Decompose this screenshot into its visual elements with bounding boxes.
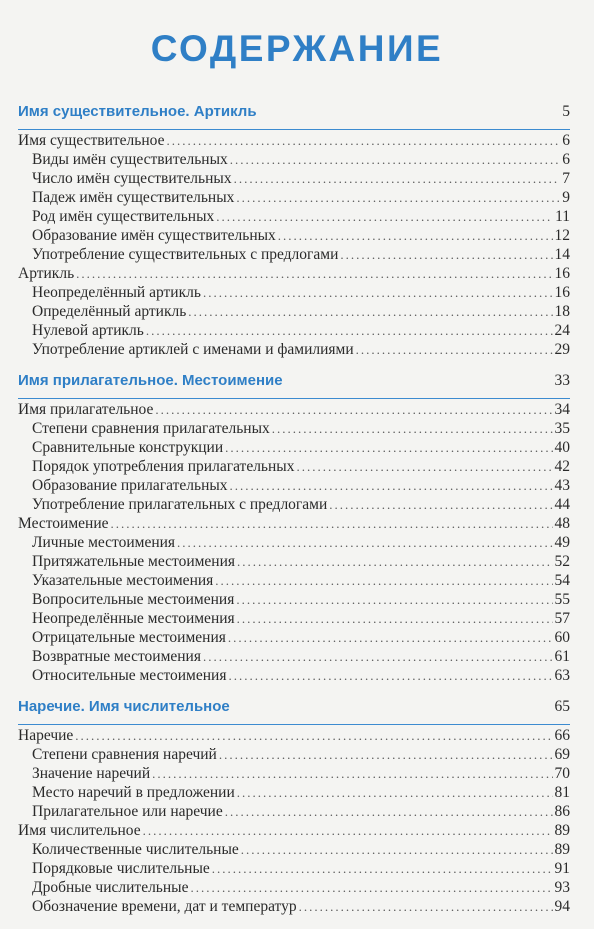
dot-leader [152,764,552,783]
entry-label: Имя прилагательное [18,401,154,418]
entry-label: Сравнительные конструкции [32,439,224,456]
toc-subentry[interactable] [18,495,570,514]
toc-subentry[interactable] [18,245,570,264]
entry-page-number: 70 [554,765,570,782]
entry-page-number: 42 [554,458,570,475]
dot-leader [146,321,553,340]
entry-label: Дробные числительные [32,879,189,896]
entry-label: Порядковые числительные [32,860,210,877]
toc-subentry[interactable] [18,226,570,245]
dot-leader [236,590,552,609]
dot-leader [212,859,553,878]
entry-page-number: 86 [554,803,570,820]
dot-leader [356,340,553,359]
toc-subentry[interactable] [18,476,570,495]
toc-subentry[interactable] [18,188,570,207]
dot-leader [241,840,553,859]
entry-label: Наречие [18,727,74,744]
entry-label: Виды имён существительных [32,151,228,168]
section-heading[interactable] [18,372,570,393]
dot-leader [215,571,552,590]
toc-subentry[interactable] [18,321,570,340]
entry-label: Обозначение времени, дат и температур [32,898,297,915]
entry-page-number: 35 [554,420,570,437]
dot-leader [230,476,553,495]
dot-leader [278,226,553,245]
toc-subentry[interactable] [18,302,570,321]
toc-subentry[interactable] [18,745,570,764]
dot-leader [188,302,552,321]
entry-page-number: 48 [554,515,570,532]
entry-page-number: 55 [554,591,570,608]
toc-subentry[interactable] [18,783,570,802]
entry-page-number: 24 [554,322,570,339]
toc-subentry[interactable] [18,283,570,302]
dot-leader [237,609,553,628]
entry-page-number: 63 [554,667,570,684]
dot-leader [236,188,560,207]
entry-page-number: 89 [554,822,570,839]
dot-leader [237,783,553,802]
entry-page-number: 57 [554,610,570,627]
dot-leader [329,495,552,514]
entry-label: Отрицательные местоимения [32,629,226,646]
entry-label: Артикль [18,265,75,282]
entry-page-number: 81 [554,784,570,801]
entry-page-number: 6 [562,132,570,149]
dot-leader [237,552,552,571]
dot-leader [166,131,560,150]
toc-entry[interactable] [18,514,570,533]
entry-page-number: 7 [562,170,570,187]
toc-subentry[interactable] [18,533,570,552]
dot-leader [228,628,553,647]
dot-leader [340,245,552,264]
entry-page-number: 49 [554,534,570,551]
dot-leader [155,400,552,419]
entry-page-number: 91 [554,860,570,877]
dot-leader [299,897,553,916]
toc-subentry[interactable] [18,897,570,916]
entry-label: Падеж имён существительных [32,189,235,206]
dot-leader [272,419,553,438]
entry-label: Образование прилагательных [32,477,228,494]
section-entries [18,399,570,685]
toc-subentry[interactable] [18,802,570,821]
entry-label: Относительные местоимения [32,667,227,684]
entry-page-number: 6 [562,151,570,168]
dot-leader [225,802,553,821]
dot-leader [219,745,553,764]
entry-label: Личные местоимения [32,534,176,551]
toc-subentry[interactable] [18,438,570,457]
entry-label: Прилагательное или наречие [32,803,223,820]
dot-leader [143,821,553,840]
section-page-number: 5 [562,103,570,120]
entry-label: Степени сравнения наречий [32,746,217,763]
entry-page-number: 18 [554,303,570,320]
toc-subentry[interactable] [18,169,570,188]
entry-label: Употребление существительных с предлогами [32,246,339,263]
toc-subentry[interactable] [18,419,570,438]
dot-leader [111,514,553,533]
toc-subentry[interactable] [18,457,570,476]
toc-subentry[interactable] [18,207,570,226]
toc-subentry[interactable] [18,878,570,897]
toc-entry[interactable] [18,821,570,840]
entry-label: Имя существительное [18,132,165,149]
section-title: Имя прилагательное. Местоимение [18,372,283,389]
entry-page-number: 16 [554,284,570,301]
entry-label: Количественные числительные [32,841,239,858]
dot-leader [230,150,560,169]
entry-page-number: 9 [562,189,570,206]
dot-leader [216,207,553,226]
dot-leader [228,666,552,685]
section-heading[interactable] [18,698,570,719]
toc-subentry[interactable] [18,859,570,878]
toc-subentry[interactable] [18,666,570,685]
entry-page-number: 11 [555,208,570,225]
entry-page-number: 40 [554,439,570,456]
dot-leader [177,533,552,552]
entry-label: Употребление артиклей с именами и фамилиями [32,341,354,358]
toc-subentry[interactable] [18,609,570,628]
entry-page-number: 12 [554,227,570,244]
entry-page-number: 61 [554,648,570,665]
toc-subentry[interactable] [18,764,570,783]
entry-page-number: 34 [554,401,570,418]
entry-page-number: 14 [554,246,570,263]
entry-page-number: 43 [554,477,570,494]
entry-label: Возвратные местоимения [32,648,201,665]
entry-page-number: 16 [554,265,570,282]
toc-subentry[interactable] [18,628,570,647]
toc-subentry[interactable] [18,840,570,859]
entry-label: Неопределённые местоимения [32,610,235,627]
page-title: СОДЕРЖАНИЕ [150,28,444,69]
dot-leader [203,647,553,666]
entry-label: Имя числительное [18,822,141,839]
section-page-number: 65 [554,698,570,715]
entry-label: Определённый артикль [32,303,187,320]
toc-subentry[interactable] [18,571,570,590]
dot-leader [75,726,552,745]
entry-page-number: 54 [554,572,570,589]
entry-label: Род имён существительных [32,208,215,225]
entry-label: Притяжательные местоимения [32,553,236,570]
toc-entry[interactable] [18,726,570,745]
dot-leader [296,457,552,476]
toc-subentry[interactable] [18,340,570,359]
toc-entry[interactable] [18,131,570,150]
section-page-number: 33 [554,372,570,389]
entry-page-number: 69 [554,746,570,763]
dot-leader [203,283,553,302]
entry-label: Степени сравнения прилагательных [32,420,270,437]
entry-page-number: 89 [554,841,570,858]
dot-leader [190,878,552,897]
entry-label: Местоимение [18,515,109,532]
entry-label: Нулевой артикль [32,322,144,339]
entry-label: Вопросительные местоимения [32,591,235,608]
toc-subentry[interactable] [18,150,570,169]
entry-page-number: 94 [554,898,570,915]
section-title: Наречие. Имя числительное [18,698,230,715]
entry-label: Образование имён существительных [32,227,276,244]
entry-page-number: 44 [554,496,570,513]
entry-page-number: 29 [554,341,570,358]
entry-label: Место наречий в предложении [32,784,235,801]
table-of-contents [18,103,570,929]
entry-page-number: 52 [554,553,570,570]
entry-page-number: 60 [554,629,570,646]
toc-subentry[interactable] [18,590,570,609]
entry-label: Употребление прилагательных с предлогами [32,496,328,513]
entry-label: Число имён существительных [32,170,232,187]
entry-label: Порядок употребления прилагательных [32,458,295,475]
section-heading[interactable] [18,103,570,124]
toc-subentry[interactable] [18,647,570,666]
dot-leader [76,264,552,283]
section-entries [18,130,570,359]
dot-leader [225,438,552,457]
entry-page-number: 93 [554,879,570,896]
entry-page-number: 66 [554,727,570,744]
entry-label: Неопределённый артикль [32,284,201,301]
toc-entry[interactable] [18,400,570,419]
entry-label: Указательные местоимения [32,572,214,589]
dot-leader [234,169,561,188]
toc-entry[interactable] [18,264,570,283]
section-title: Имя существительное. Артикль [18,103,257,120]
section-entries [18,725,570,916]
entry-label: Значение наречий [32,765,151,782]
toc-subentry[interactable] [18,552,570,571]
